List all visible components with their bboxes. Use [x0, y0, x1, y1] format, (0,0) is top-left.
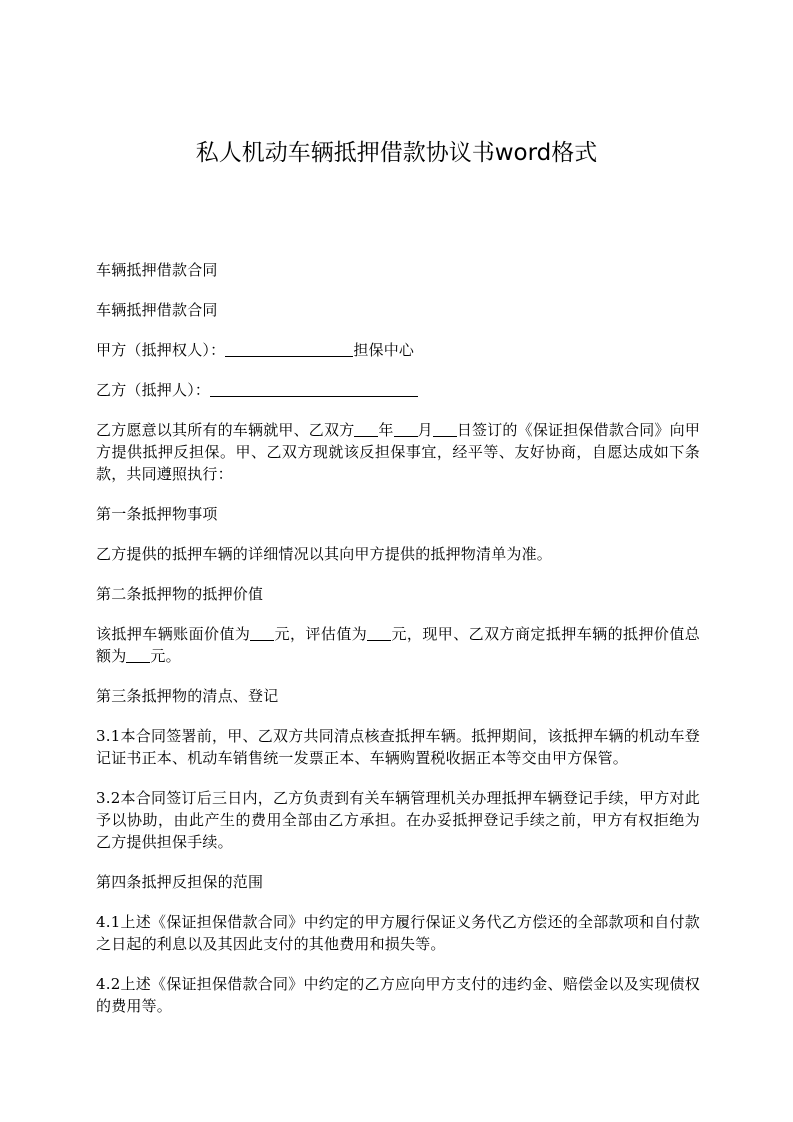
total-value-blank — [126, 647, 150, 663]
intro-day-blank — [433, 421, 457, 437]
book-value-blank — [250, 625, 274, 641]
party-a-suffix: 担保中心 — [353, 341, 415, 359]
clause-4-2: 4.2上述《保证担保借款合同》中约定的乙方应向甲方支付的违约金、赔偿金以及实现债权的费用等。 — [96, 975, 700, 1015]
article-1-text: 乙方提供的抵押车辆的详细情况以其向甲方提供的抵押物清单为准。 — [96, 545, 553, 563]
document-body — [96, 259, 700, 1035]
article-2-part1: 该抵押车辆账面价值为 — [96, 625, 251, 643]
article-1-title: 第一条抵押物事项 — [96, 505, 218, 523]
intro-month: 月 — [417, 421, 433, 439]
article-2-part3: 元，现甲、乙双方商定抵押车辆的抵押价值总额为 — [96, 625, 700, 665]
intro-year-blank — [354, 421, 378, 437]
clause-3-1: 3.1本合同签署前，甲、乙双方共同清点核查抵押车辆。抵押期间，该抵押车辆的机动车登记证书正本、机动车销售统一发票正本、车辆购置税收据正本等交由甲方保管。 — [96, 727, 700, 767]
article-4-title: 第四条抵押反担保的范围 — [96, 873, 264, 891]
party-b-label: 乙方（抵押人）： — [96, 381, 211, 399]
party-a-label: 甲方（抵押权人）： — [96, 341, 226, 359]
intro-month-blank — [394, 421, 418, 437]
party-b-line — [96, 379, 700, 401]
intro-part1: 乙方愿意以其所有的车辆就甲、乙双方 — [96, 421, 355, 439]
article-2-title: 第二条抵押物的抵押价值 — [96, 585, 264, 603]
article-2-text — [96, 623, 700, 667]
article-2-part4: 元。 — [150, 647, 181, 665]
intro-day-rest: 日签订的《保证担保借款合同》向甲方提供抵押反担保。甲、乙双方现就该反担保事宜，经平等、友好协商，自愿达成如下条款，共同遵照执行： — [96, 421, 701, 483]
intro-paragraph — [96, 419, 700, 485]
document-title: 私人机动车辆抵押借款协议书word格式 — [195, 140, 598, 166]
heading-contract-2: 车辆抵押借款合同 — [96, 301, 218, 319]
clause-3-2: 3.2本合同签订后三日内，乙方负责到有关车辆管理机关办理抵押车辆登记手续，甲方对此予以协助，由此产生的费用全部由乙方承担。在办妥抵押登记手续之前，甲方有权拒绝为乙方提供担保手续。 — [96, 789, 700, 851]
article-3-title: 第三条抵押物的清点、登记 — [96, 687, 279, 705]
intro-year: 年 — [378, 421, 394, 439]
assessed-value-blank — [367, 625, 391, 641]
heading-contract-1: 车辆抵押借款合同 — [96, 261, 218, 279]
party-a-blank — [225, 341, 353, 357]
party-a-line — [96, 339, 700, 361]
clause-4-1: 4.1上述《保证担保借款合同》中约定的甲方履行保证义务代乙方偿还的全部款项和自付款之日起的利息以及其因此支付的其他费用和损失等。 — [96, 913, 700, 953]
party-b-blank — [210, 381, 418, 397]
article-2-part2: 元，评估值为 — [274, 625, 368, 643]
